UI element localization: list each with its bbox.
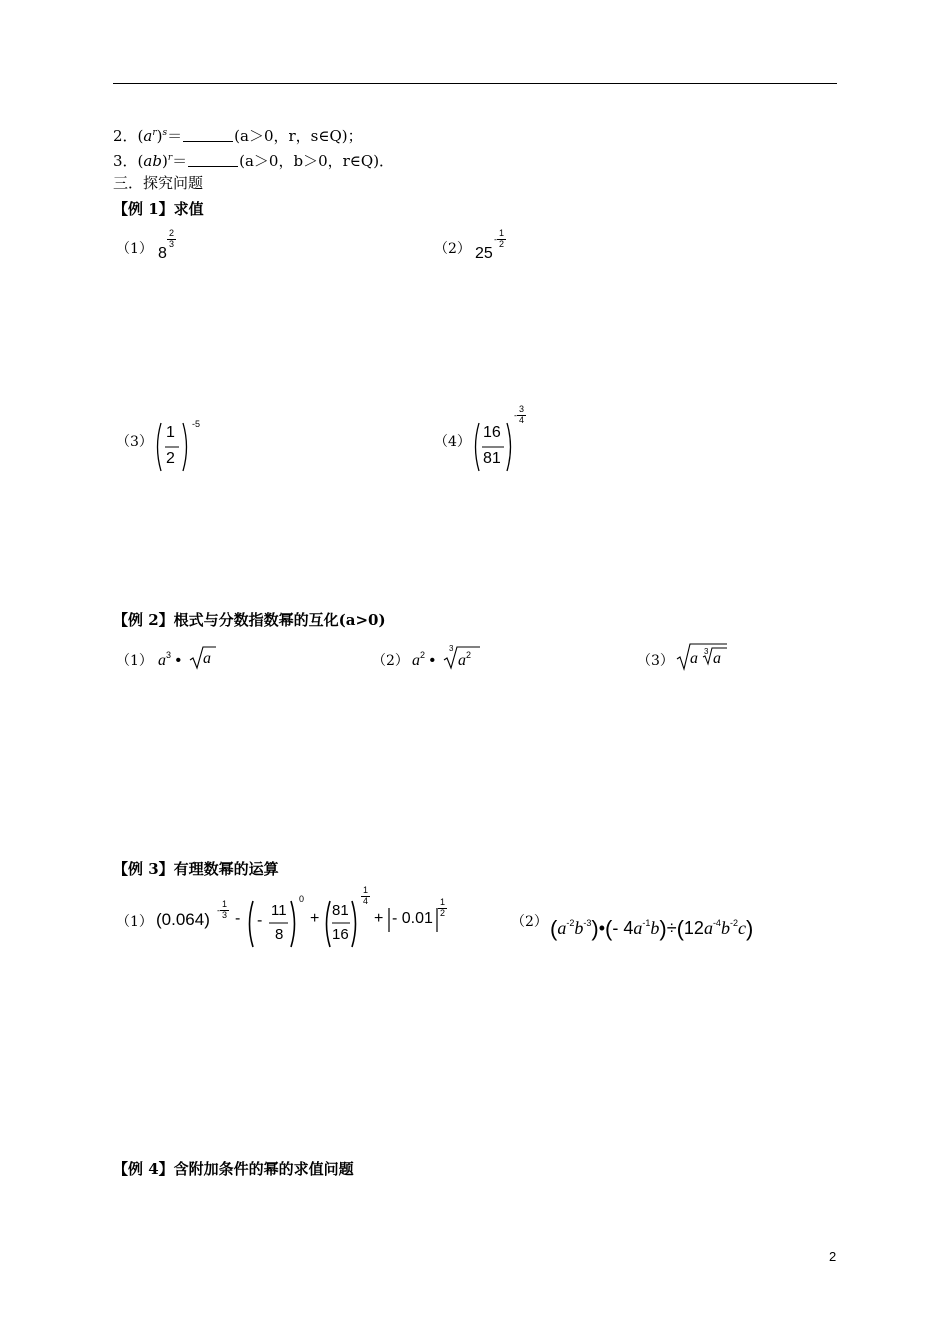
ex2-item1-expr [158,650,181,670]
ex3-item1-t1-exp-sign: - [217,905,220,916]
ex1-item1-exp-num: 2 [169,228,175,238]
ex3-item1-t3-exp-num: 1 [363,885,369,895]
ex3-item1-t4-exp-num: 1 [440,897,446,907]
ex3-item1-t2-exp: 0 [299,894,305,904]
ex1-item3-num: 1 [166,424,175,441]
ex2-item3-outer: a [690,650,698,667]
ex3-item2-a2-exp: -1 [642,918,651,928]
page-number: 2 [829,1249,837,1264]
ex3-item1-t4: - 0.01 [392,910,433,927]
ex1-item4-den: 81 [483,450,501,467]
rule-3-exp-r: r [167,153,173,163]
ex3-item1-t1-exp-den: 3 [222,909,228,920]
section-title: 三．探究问题 [113,174,204,192]
rule-3-close: ) [161,152,168,170]
ex1-item2-exp-num: 1 [499,228,505,238]
ex2-item2-dot: • [429,652,436,669]
ex1-item3-exp: -5 [192,419,201,429]
ex3-item2-b3: b [720,918,730,938]
ex2-item2-radicand-a: a [458,652,466,669]
ex3-item2-a3: a [703,918,713,938]
rule-2-exp-s: s [162,128,168,138]
ex2-item2-a: a [412,652,420,669]
rule-2-close: ) [156,127,163,145]
ex1-item2-exp [494,229,506,250]
ex2-item3-label: （3） [637,653,674,669]
example-3-title: 【例 3】有理数幂的运算 [113,860,279,878]
ex3-item2-dot: • [598,918,605,938]
ex2-item3-inner: a [713,650,721,667]
ex1-item4-num: 16 [483,424,501,441]
rule-3-base: ab [143,152,162,170]
rule-2-equals: ＝ [167,127,183,145]
ex3-item2-coef2: 12 [683,918,704,938]
rule-3-equals: ＝ [172,152,188,170]
example-4-title: 【例 4】含附加条件的幂的求值问题 [113,1160,354,1178]
rule-2-number: 2．( [113,127,144,145]
ex1-item2-base: 25 [475,245,493,262]
ex3-item1-t2-sign: - [257,912,263,929]
ex3-item1-t2-den: 8 [275,926,284,943]
ex2-item2-label: （2） [372,653,409,669]
ex2-item1-a: a [158,652,166,669]
ex3-item1-t3-num: 81 [332,902,349,919]
ex3-item2-expr: $(a^{-2}b^{-3})•(-$ $4a^{-1}b)\div(12a^{-4}b^{-2}c)$ [550,916,754,941]
rule-2-condition: (a＞0，r，s∈Q)； [234,127,363,145]
ex3-item1-t4-exp-den: 2 [440,907,446,918]
rule-2 [113,123,363,146]
ex3-item1-t1-exp-num: 1 [222,899,228,909]
ex2-item2-index: 3 [449,644,454,653]
ex2-item2-exp: 2 [420,650,426,660]
ex2-item1-label: （1） [116,653,153,669]
rule-2-exp-r: r [152,128,157,138]
ex3-item2-coef1: - 4 [612,918,634,938]
ex3-item1-t2-num: 11 [271,902,287,919]
ex3-item1-t3-den: 16 [332,926,349,943]
ex3-item1-t4-exp [438,898,447,919]
ex2-item1-exp: 3 [166,650,172,660]
ex3-item2-c: c [737,918,746,938]
ex3-item1-t3-exp [361,886,370,907]
rule-2-blank[interactable] [183,127,233,142]
ex2-item1-dot: • [175,652,182,669]
ex1-item4-exp-num: 3 [519,404,525,414]
ex1-item4-exp [514,405,526,426]
ex2-item2-radicand-exp: 2 [466,650,472,660]
ex3-item2-div: ÷ [666,918,677,938]
rule-2-base: a [143,127,153,145]
ex2-item3-index: 3 [704,647,709,656]
ex2-item2-expr [412,650,435,670]
ex3-item2-b1: b [574,918,584,938]
ex1-item3-label: （3） [116,434,153,450]
rule-3-blank[interactable] [188,152,238,167]
example-1-title: 【例 1】求值 [113,200,204,218]
rule-3 [113,148,394,171]
ex3-item2-a1: a [557,918,567,938]
ex1-item2-exp-den: 2 [499,238,505,249]
header-rule [113,83,837,84]
ex3-item2-a1-exp: -2 [566,918,575,928]
ex1-item1-exp [167,229,176,250]
ex3-item2-b3-exp: -2 [729,918,738,928]
ex3-item1-plus2: + [374,910,384,927]
ex3-item1-minus1: - [235,910,241,927]
ex1-item1-base: 8 [158,245,167,262]
ex3-item2-a3-exp: -4 [712,918,721,928]
rule-3-number: 3．( [113,152,144,170]
ex1-item4-exp-den: 4 [519,414,525,425]
ex1-item3-den: 2 [166,450,175,467]
ex3-item1-t1: (0.064) [156,910,210,929]
ex1-item1-exp-den: 3 [169,238,175,249]
ex3-item2-b2: b [650,918,660,938]
ex3-item1-label: （1） [116,914,153,930]
ex3-item1-t3-exp-den: 4 [363,895,369,906]
ex1-item2-label: （2） [434,241,471,257]
ex3-item2-label: （2） [511,914,548,930]
ex3-item1-plus1: + [310,910,320,927]
ex1-item2-exp-sign: - [494,234,497,245]
ex3-item2-b1-exp: -3 [583,918,592,928]
ex3-item1-t1-exp [217,900,229,921]
ex1-item1-label: （1） [116,241,153,257]
ex2-item2-radicand [458,650,471,670]
ex2-item1-radicand: a [203,650,211,667]
ex3-item2-a2: a [633,918,643,938]
example-2-title: 【例 2】根式与分数指数幂的互化(a>0) [113,611,386,629]
ex1-item4-exp-sign: - [514,410,517,421]
ex1-item4-label: （4） [434,434,471,450]
rule-3-condition: (a＞0，b＞0，r∈Q)． [239,152,395,170]
